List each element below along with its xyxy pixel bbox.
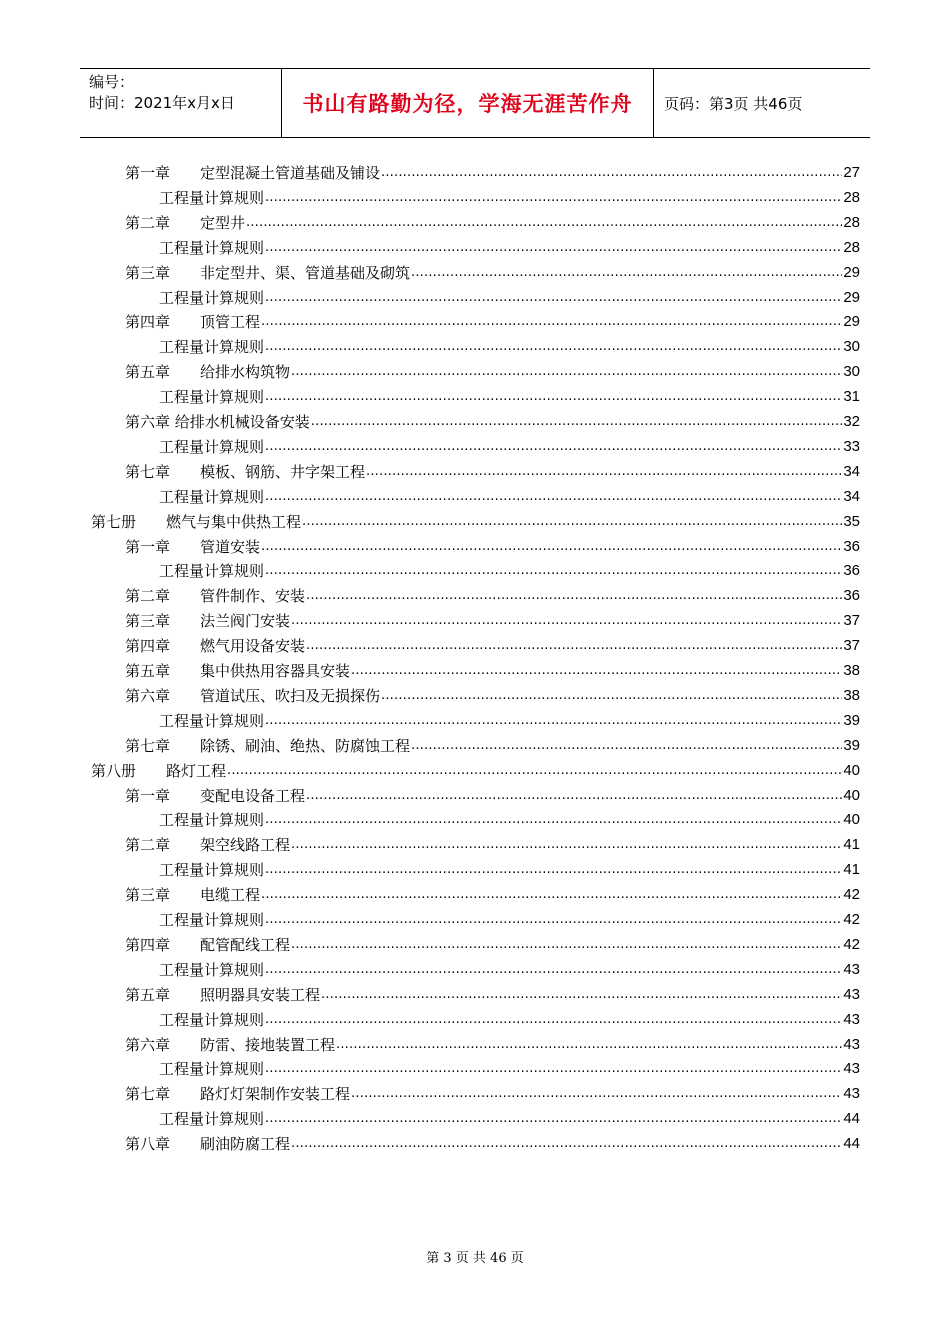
toc-entry-page: 39 [843,737,860,754]
toc-entry-page: 44 [843,1135,860,1152]
toc-entry-page: 29 [843,264,860,281]
toc-entry-page: 31 [843,388,860,405]
toc-entry[interactable] [91,508,860,532]
toc-entry-page: 30 [843,338,860,355]
toc-entry-title [125,786,305,806]
toc-entry-page: 43 [843,1036,860,1053]
header-page-cell [654,69,870,137]
toc-dot-leader [291,935,842,955]
toc-entry-prefix: 第四章 [125,637,171,655]
toc-entry-title [125,935,290,955]
toc-entry-page: 35 [843,513,860,530]
toc-entry-page: 27 [843,164,860,181]
toc-entry-label: 防雷、接地装置工程 [200,1036,336,1054]
toc-entry[interactable] [159,906,860,930]
toc-dot-leader [261,537,842,557]
toc-entry-label: 定型混凝土管道基础及铺设 [200,164,381,182]
toc-entry-title [125,885,260,905]
toc-dot-leader [302,512,842,532]
toc-entry-title [125,835,290,855]
toc-dot-leader [291,362,842,382]
toc-entry-label: 路灯灯架制作安装工程 [200,1085,351,1103]
toc-dot-leader [265,910,842,930]
toc-entry-page: 29 [843,289,860,306]
toc-entry-title [159,288,264,308]
toc-entry[interactable] [125,159,860,183]
toc-entry-label: 除锈、刷油、绝热、防腐蚀工程 [200,737,411,755]
toc-entry-title [159,1109,264,1129]
toc-entry-title [125,163,380,183]
toc-entry-page: 28 [843,214,860,231]
toc-entry-title [125,661,350,681]
toc-entry-title [159,860,264,880]
toc-entry[interactable] [125,1080,860,1104]
toc-entry-label: 模板、钢筋、井字架工程 [200,463,366,481]
toc-dot-leader [366,462,842,482]
toc-entry-prefix: 第七章 [125,1085,171,1103]
toc-entry-label: 法兰阀门安装 [200,612,291,630]
toc-entry-page: 32 [843,413,860,430]
toc-entry[interactable] [159,284,860,308]
toc-entry-label: 定型井 [200,214,246,232]
header-motto-cell [282,69,654,137]
toc-dot-leader [265,387,842,407]
toc-entry[interactable] [125,408,860,432]
toc-dot-leader [265,337,842,357]
toc-dot-leader [265,711,842,731]
toc-entry-label: 工程量计算规则 [159,861,265,879]
toc-entry-label: 工程量计算规则 [159,811,265,829]
toc-entry-prefix: 第三章 [125,264,171,282]
toc-entry-page: 37 [843,612,860,629]
toc-entry-title [91,512,301,532]
toc-dot-leader [381,163,842,183]
toc-entry-title [159,437,264,457]
toc-entry[interactable] [159,707,860,731]
toc-entry[interactable] [125,657,860,681]
toc-entry-title [159,1059,264,1079]
header-meta-cell [80,69,282,137]
toc-dot-leader [411,263,842,283]
toc-dot-leader [265,960,842,980]
toc-entry-label: 路灯工程 [166,762,227,780]
toc-dot-leader [261,312,842,332]
toc-dot-leader [306,636,842,656]
toc-entry[interactable] [125,831,860,855]
toc-entry-page: 42 [843,911,860,928]
toc-entry-prefix: 第三章 [125,612,171,630]
toc-entry-prefix: 第七册 [91,513,137,531]
toc-entry[interactable] [159,1105,860,1129]
toc-dot-leader [265,238,842,258]
toc-entry[interactable] [159,184,860,208]
toc-entry[interactable] [159,1006,860,1030]
toc-entry[interactable] [125,259,860,283]
toc-entry[interactable] [125,881,860,905]
toc-entry-label: 变配电设备工程 [200,787,306,805]
toc-entry-page: 39 [843,712,860,729]
toc-entry-label: 给排水构筑物 [200,363,291,381]
toc-entry-page: 43 [843,1085,860,1102]
toc-entry-page: 43 [843,961,860,978]
toc-entry-label: 管道安装 [200,538,261,556]
motto-text: 书山有路勤为径，学海无涯苦作舟 [302,91,633,116]
toc-entry[interactable] [125,308,860,332]
toc-entry-page: 38 [843,662,860,679]
toc-entry-title [159,238,264,258]
toc-entry[interactable] [159,956,860,980]
toc-entry-title [125,686,380,706]
toc-entry-label: 工程量计算规则 [159,338,265,356]
toc-entry-label: 配管配线工程 [200,936,291,954]
toc-dot-leader [411,736,842,756]
toc-entry-prefix: 第二章 [125,214,171,232]
toc-entry-title [125,586,305,606]
toc-entry-prefix: 第五章 [125,363,171,381]
toc-dot-leader [265,188,842,208]
toc-entry-prefix: 第二章 [125,587,171,605]
toc-entry-page: 36 [843,538,860,555]
toc-entry-label: 架空线路工程 [200,836,291,854]
toc-entry-label: 工程量计算规则 [159,239,265,257]
toc-dot-leader [261,885,842,905]
toc-entry-page: 40 [843,811,860,828]
toc-entry-title [125,985,320,1005]
toc-entry-prefix: 第一章 [125,787,171,805]
toc-entry-title [159,910,264,930]
toc-entry[interactable] [125,682,860,706]
toc-entry-page: 43 [843,1011,860,1028]
toc-entry[interactable] [125,1031,860,1055]
toc-entry-prefix: 第一章 [125,164,171,182]
toc-entry-title [159,337,264,357]
toc-entry-title [125,537,260,557]
toc-entry-page: 44 [843,1110,860,1127]
toc-dot-leader [265,860,842,880]
toc-dot-leader [306,786,842,806]
toc-entry-title [125,1134,290,1154]
toc-entry[interactable] [125,782,860,806]
toc-entry-page: 30 [843,363,860,380]
toc-entry-title [159,711,264,731]
toc-entry-label: 工程量计算规则 [159,911,265,929]
toc-entry-page: 34 [843,463,860,480]
toc-entry[interactable] [91,757,860,781]
toc-dot-leader [321,985,842,1005]
toc-entry-label: 燃气与集中供热工程 [166,513,302,531]
toc-entry-title [159,487,264,507]
toc-entry-label: 第六章 给排水机械设备安装 [125,413,310,431]
toc-entry-prefix: 第三章 [125,886,171,904]
toc-entry-label: 照明器具安装工程 [200,986,321,1004]
page-info: 页码：第3页 共46页 [664,94,803,113]
toc-entry-page: 34 [843,488,860,505]
toc-entry-page: 41 [843,861,860,878]
toc-entry-title [125,213,245,233]
footer-page-text: 第 3 页 共 46 页 [426,1251,524,1266]
toc-entry[interactable] [159,806,860,830]
toc-entry[interactable] [159,234,860,258]
toc-entry[interactable] [125,607,860,631]
toc-dot-leader [336,1035,842,1055]
toc-entry-title [159,387,264,407]
toc-entry-label: 管道试压、吹扫及无损探伤 [200,687,381,705]
toc-entry-label: 工程量计算规则 [159,189,265,207]
toc-entry-title [125,1035,335,1055]
number-label: 编号： [89,73,135,91]
toc-dot-leader [306,586,842,606]
toc-entry[interactable] [125,732,860,756]
toc-entry-label: 非定型井、渠、管道基础及砌筑 [200,264,411,282]
toc-entry-label: 工程量计算规则 [159,562,265,580]
toc-entry[interactable] [159,1055,860,1079]
toc-entry-title [125,611,290,631]
toc-entry[interactable] [159,856,860,880]
toc-entry-page: 41 [843,836,860,853]
toc-entry[interactable] [159,483,860,507]
toc-entry-prefix: 第五章 [125,986,171,1004]
toc-entry-page: 42 [843,886,860,903]
toc-dot-leader [311,412,843,432]
toc-entry-prefix: 第八册 [91,762,137,780]
toc-entry-label: 集中供热用容器具安装 [200,662,351,680]
toc-entry-prefix: 第一章 [125,538,171,556]
time-label: 时间：2021年x月x日 [89,94,235,112]
toc-entry-title [159,561,264,581]
toc-entry-title [159,188,264,208]
toc-entry-label: 工程量计算规则 [159,1110,265,1128]
toc-entry-prefix: 第四章 [125,313,171,331]
toc-entry-title [125,362,290,382]
toc-entry-page: 36 [843,562,860,579]
toc-dot-leader [265,437,842,457]
toc-entry-title [159,1010,264,1030]
toc-dot-leader [265,487,842,507]
toc-entry[interactable] [125,458,860,482]
toc-entry-page: 36 [843,587,860,604]
toc-entry[interactable] [125,358,860,382]
toc-entry-prefix: 第五章 [125,662,171,680]
toc-dot-leader [265,1059,842,1079]
toc-entry-page: 43 [843,1060,860,1077]
toc-dot-leader [265,561,842,581]
toc-entry[interactable] [159,557,860,581]
toc-dot-leader [265,288,842,308]
toc-entry-label: 工程量计算规则 [159,1060,265,1078]
toc-entry-title [125,412,310,432]
toc-entry-label: 工程量计算规则 [159,961,265,979]
toc-entry-page: 33 [843,438,860,455]
toc-entry[interactable] [125,582,860,606]
toc-entry-title [159,960,264,980]
toc-entry-title [125,1084,350,1104]
toc-entry[interactable] [125,1130,860,1154]
toc-entry-title [125,263,410,283]
toc-dot-leader [291,1134,842,1154]
toc-entry-label: 工程量计算规则 [159,712,265,730]
toc-entry-title [159,810,264,830]
toc-entry-prefix: 第二章 [125,836,171,854]
toc-entry-label: 工程量计算规则 [159,388,265,406]
toc-entry-title [125,736,410,756]
toc-entry-label: 管件制作、安装 [200,587,306,605]
page-footer [0,1247,950,1266]
toc-entry-prefix: 第七章 [125,463,171,481]
toc-dot-leader [265,810,842,830]
toc-entry-title [125,636,305,656]
toc-entry-page: 40 [843,787,860,804]
toc-entry-page: 43 [843,986,860,1003]
toc-dot-leader [265,1109,842,1129]
toc-dot-leader [265,1010,842,1030]
toc-entry[interactable] [159,333,860,357]
toc-entry[interactable] [159,433,860,457]
toc-entry-label: 顶管工程 [200,313,261,331]
toc-dot-leader [351,661,842,681]
toc-dot-leader [291,611,842,631]
toc-entry[interactable] [125,931,860,955]
toc-entry-prefix: 第七章 [125,737,171,755]
toc-entry-page: 37 [843,637,860,654]
toc-entry-page: 38 [843,687,860,704]
toc-entry-page: 29 [843,313,860,330]
toc-entry-label: 工程量计算规则 [159,289,265,307]
toc-entry-label: 工程量计算规则 [159,438,265,456]
toc-entry[interactable] [125,533,860,557]
toc-entry-page: 40 [843,762,860,779]
document-header [80,68,870,138]
toc-entry[interactable] [125,632,860,656]
toc-dot-leader [381,686,842,706]
toc-entry-label: 刷油防腐工程 [200,1135,291,1153]
toc-entry-label: 工程量计算规则 [159,488,265,506]
toc-entry-prefix: 第四章 [125,936,171,954]
toc-entry-prefix: 第八章 [125,1135,171,1153]
toc-dot-leader [351,1084,842,1104]
toc-entry[interactable] [125,209,860,233]
toc-entry-prefix: 第六章 [125,687,171,705]
toc-entry-title [91,761,226,781]
toc-entry-label: 工程量计算规则 [159,1011,265,1029]
toc-entry[interactable] [125,981,860,1005]
toc-entry-page: 28 [843,239,860,256]
toc-dot-leader [246,213,842,233]
toc-dot-leader [227,761,842,781]
toc-dot-leader [291,835,842,855]
toc-entry-page: 28 [843,189,860,206]
toc-entry-label: 电缆工程 [200,886,261,904]
toc-entry-label: 燃气用设备安装 [200,637,306,655]
toc-entry-page: 42 [843,936,860,953]
toc-entry-prefix: 第六章 [125,1036,171,1054]
toc-entry[interactable] [159,383,860,407]
toc-entry-title [125,462,365,482]
toc-entry-title [125,312,260,332]
